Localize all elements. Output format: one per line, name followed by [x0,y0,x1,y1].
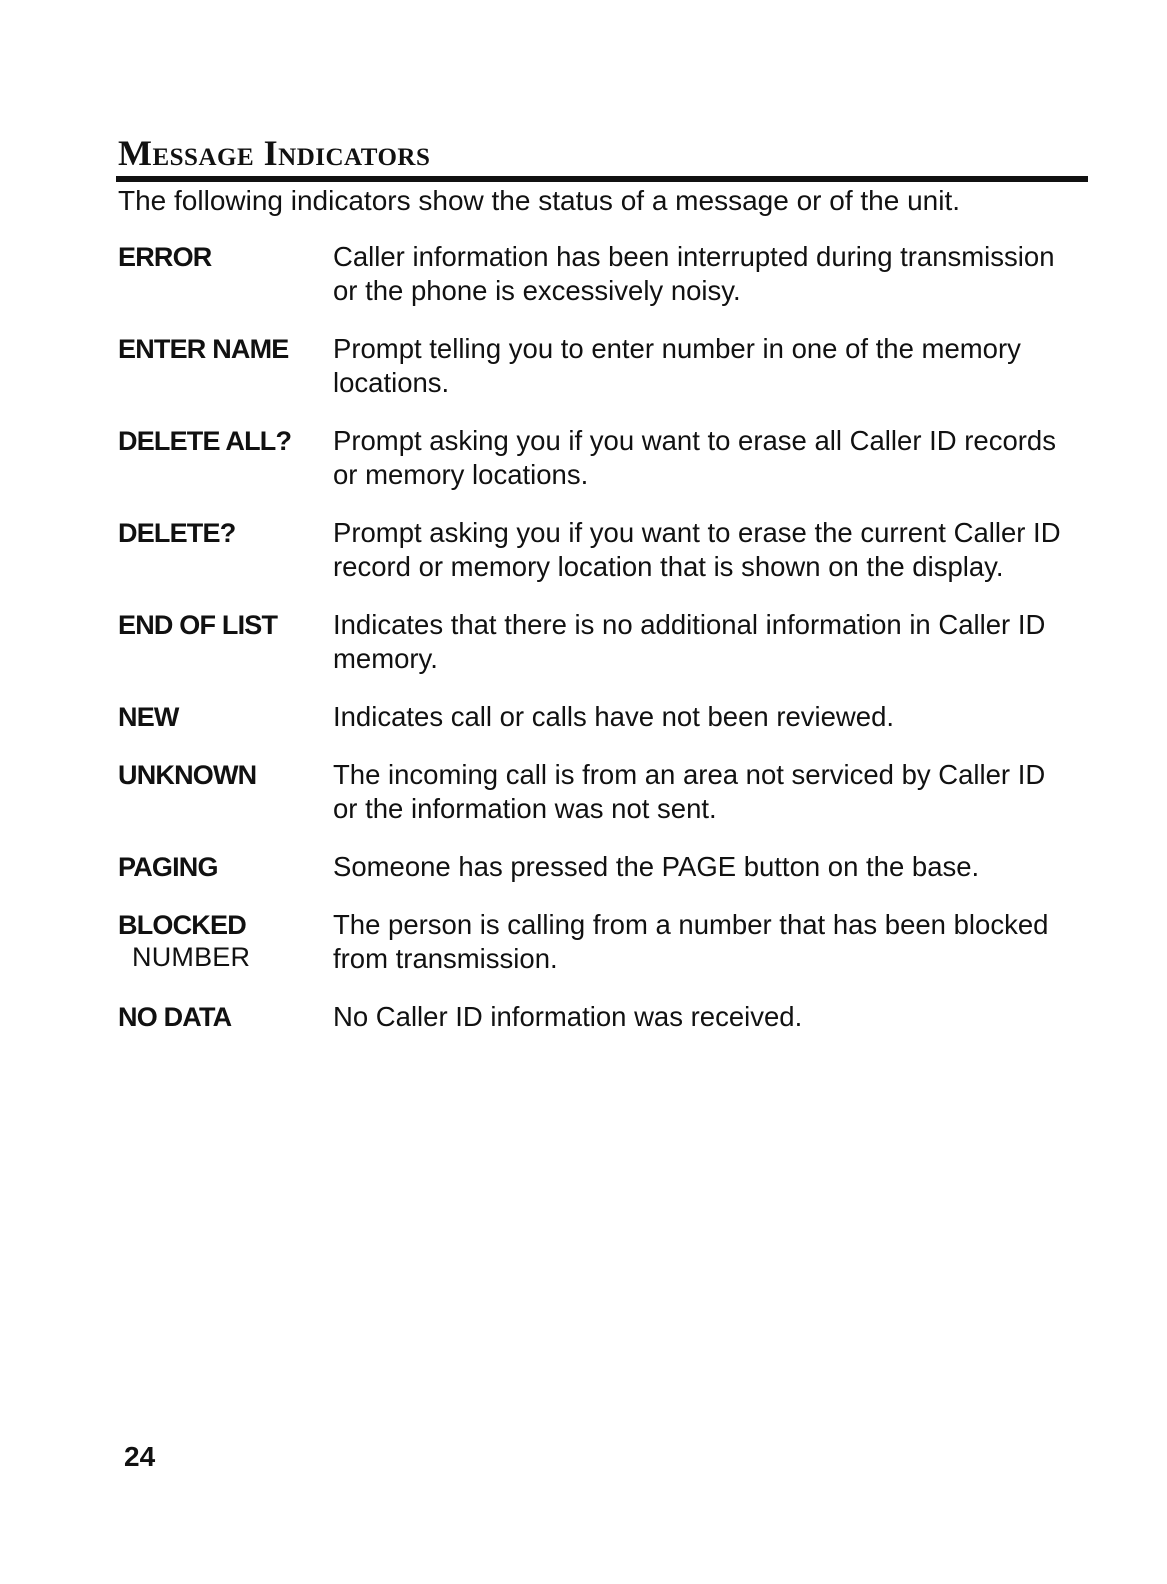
indicator-description: Indicates call or calls have not been reviewed. [333,701,895,732]
indicator-term: BLOCKED [118,910,246,940]
indicator-term-sub: NUMBER [132,942,251,972]
indicator-term: NEW [118,702,179,732]
indicator-term-group [118,908,333,972]
indicator-description: Prompt asking you if you want to erase the current Caller ID record or memory location that is shown on the display. [333,517,1061,582]
indicator-description: Caller information has been interrupted during transmission or the phone is excessively noisy. [333,241,1055,306]
indicator-term: UNKNOWN [118,760,257,790]
section-heading: Message Indicators [118,133,431,173]
indicator-term: NO DATA [118,1002,232,1032]
indicator-row-enter-name [118,332,1068,400]
indicator-description: Prompt asking you if you want to erase all Caller ID records or memory locations. [333,425,1056,490]
indicator-term: DELETE? [118,518,236,548]
heading-rule [116,176,1088,182]
indicator-row-paging [118,850,1068,884]
indicator-row-end-of-list [118,608,1068,676]
indicator-description: The person is calling from a number that has been blocked from transmission. [333,909,1049,974]
indicator-term: DELETE ALL? [118,426,292,456]
indicator-description: Prompt telling you to enter number in one of the memory locations. [333,333,1021,398]
indicator-row-unknown [118,758,1068,826]
indicator-row-blocked-number [118,908,1068,976]
indicator-row-new [118,700,1068,734]
indicator-description: Indicates that there is no additional information in Caller ID memory. [333,609,1046,674]
indicator-term: PAGING [118,852,218,882]
page-number: 24 [124,1441,156,1472]
indicator-row-no-data [118,1000,1068,1034]
indicator-term: END OF LIST [118,610,278,640]
indicator-term: ENTER NAME [118,334,289,364]
indicator-term: ERROR [118,242,212,272]
indicator-description: The incoming call is from an area not serviced by Caller ID or the information was not sent. [333,759,1046,824]
indicator-row-error [118,240,1068,308]
indicator-row-delete [118,516,1068,584]
indicator-row-delete-all [118,424,1068,492]
indicator-description: No Caller ID information was received. [333,1001,803,1032]
indicator-description: Someone has pressed the PAGE button on the base. [333,851,980,882]
intro-text: The following indicators show the status of a message or of the unit. [118,185,961,216]
indicator-list [118,240,1068,1058]
